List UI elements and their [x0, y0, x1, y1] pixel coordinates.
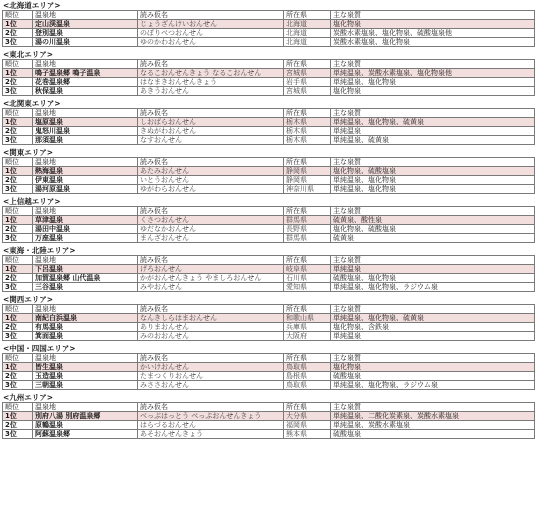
table-header-row [3, 207, 535, 216]
column-header-kana: 読み仮名 [138, 109, 284, 118]
cell-pref: 栃木県 [284, 118, 331, 127]
region-title: <東北エリア> [3, 50, 54, 59]
cell-kana: きぬがわおんせん [138, 127, 284, 136]
region-title: <北関東エリア> [3, 99, 61, 108]
region-section [2, 295, 536, 341]
region-title: <関東エリア> [3, 148, 54, 157]
cell-pref: 鳥取県 [284, 363, 331, 372]
cell-pref: 福岡県 [284, 421, 331, 430]
cell-name: 箕面温泉 [33, 332, 138, 341]
cell-pref: 岩手県 [284, 78, 331, 87]
column-header-spring: 主な泉質 [331, 305, 535, 314]
cell-spring: 塩化物泉、含鉄泉 [331, 323, 535, 332]
region-section [2, 99, 536, 145]
column-header-kana: 読み仮名 [138, 158, 284, 167]
column-header-name: 温泉地 [33, 403, 138, 412]
cell-rank: 2位 [3, 176, 33, 185]
region-section [2, 197, 536, 243]
column-header-pref: 所在県 [284, 207, 331, 216]
cell-name: 伊東温泉 [33, 176, 138, 185]
column-header-kana: 読み仮名 [138, 256, 284, 265]
cell-spring: 硫黄泉、酸性泉 [331, 216, 535, 225]
table-header-row [3, 158, 535, 167]
cell-spring: 単純温泉、炭酸水素塩泉 [331, 421, 535, 430]
cell-name: 南紀白浜温泉 [33, 314, 138, 323]
cell-kana: あそおんせんきょう [138, 430, 284, 439]
cell-kana: のぼりべつおんせん [138, 29, 284, 38]
ranking-table [2, 353, 535, 390]
cell-rank: 2位 [3, 421, 33, 430]
cell-pref: 和歌山県 [284, 314, 331, 323]
column-header-rank: 順位 [3, 403, 33, 412]
table-row [3, 412, 535, 421]
column-header-pref: 所在県 [284, 11, 331, 20]
cell-name: 湯田中温泉 [33, 225, 138, 234]
column-header-spring: 主な泉質 [331, 403, 535, 412]
cell-kana: しおばらおんせん [138, 118, 284, 127]
cell-spring: 塩化物泉、硫酸塩泉 [331, 167, 535, 176]
column-header-kana: 読み仮名 [138, 207, 284, 216]
column-header-spring: 主な泉質 [331, 207, 535, 216]
region-section [2, 50, 536, 96]
column-header-rank: 順位 [3, 354, 33, 363]
cell-kana: たまつくりおんせん [138, 372, 284, 381]
cell-name: 登別温泉 [33, 29, 138, 38]
table-row [3, 78, 535, 87]
cell-pref: 鳥取県 [284, 381, 331, 390]
cell-kana: みのおおんせん [138, 332, 284, 341]
cell-rank: 2位 [3, 78, 33, 87]
cell-kana: ゆがわらおんせん [138, 185, 284, 194]
table-row [3, 225, 535, 234]
cell-pref: 熊本県 [284, 430, 331, 439]
column-header-name: 温泉地 [33, 354, 138, 363]
cell-kana: ゆだなかおんせん [138, 225, 284, 234]
cell-pref: 宮城県 [284, 69, 331, 78]
table-row [3, 323, 535, 332]
cell-pref: 愛知県 [284, 283, 331, 292]
column-header-pref: 所在県 [284, 109, 331, 118]
column-header-rank: 順位 [3, 109, 33, 118]
table-row [3, 381, 535, 390]
region-section [2, 1, 536, 47]
cell-pref: 長野県 [284, 225, 331, 234]
column-header-kana: 読み仮名 [138, 60, 284, 69]
column-header-name: 温泉地 [33, 11, 138, 20]
cell-spring: 硫酸塩泉、塩化物泉 [331, 274, 535, 283]
column-header-rank: 順位 [3, 256, 33, 265]
column-header-pref: 所在県 [284, 403, 331, 412]
table-row [3, 265, 535, 274]
cell-name: 鬼怒川温泉 [33, 127, 138, 136]
ranking-table [2, 59, 535, 96]
column-header-rank: 順位 [3, 305, 33, 314]
region-title: <九州エリア> [3, 393, 54, 402]
cell-pref: 岐阜県 [284, 265, 331, 274]
column-header-rank: 順位 [3, 158, 33, 167]
cell-rank: 2位 [3, 225, 33, 234]
table-row [3, 234, 535, 243]
region-section [2, 344, 536, 390]
table-header-row [3, 60, 535, 69]
cell-rank: 1位 [3, 118, 33, 127]
cell-pref: 静岡県 [284, 167, 331, 176]
cell-kana: くさつおんせん [138, 216, 284, 225]
cell-spring: 硫黄泉 [331, 234, 535, 243]
cell-rank: 1位 [3, 314, 33, 323]
cell-kana: なるこおんせんきょう なるこおんせん [138, 69, 284, 78]
cell-kana: なすおんせん [138, 136, 284, 145]
column-header-kana: 読み仮名 [138, 403, 284, 412]
table-header-row [3, 256, 535, 265]
cell-rank: 2位 [3, 274, 33, 283]
column-header-pref: 所在県 [284, 305, 331, 314]
cell-rank: 1位 [3, 216, 33, 225]
cell-name: 有馬温泉 [33, 323, 138, 332]
cell-spring: 炭酸水素塩泉、塩化物泉 [331, 38, 535, 47]
table-row [3, 372, 535, 381]
table-header-row [3, 354, 535, 363]
cell-pref: 北海道 [284, 29, 331, 38]
cell-name: 原鶴温泉 [33, 421, 138, 430]
cell-name: 鳴子温泉郷 鳴子温泉 [33, 69, 138, 78]
cell-spring: 硫酸塩泉 [331, 430, 535, 439]
region-section [2, 148, 536, 194]
cell-pref: 栃木県 [284, 136, 331, 145]
region-title: <中国・四国エリア> [3, 344, 76, 353]
region-section [2, 393, 536, 439]
table-header-row [3, 11, 535, 20]
column-header-spring: 主な泉質 [331, 109, 535, 118]
cell-name: 熱海温泉 [33, 167, 138, 176]
cell-spring: 単純温泉 [331, 265, 535, 274]
cell-kana: なんきしらはまおんせん [138, 314, 284, 323]
cell-kana: あたみおんせん [138, 167, 284, 176]
table-row [3, 283, 535, 292]
cell-name: 那須温泉 [33, 136, 138, 145]
table-row [3, 167, 535, 176]
cell-spring: 塩化物泉 [331, 20, 535, 29]
ranking-table [2, 304, 535, 341]
cell-name: 玉造温泉 [33, 372, 138, 381]
cell-name: 草津温泉 [33, 216, 138, 225]
table-row [3, 363, 535, 372]
table-row [3, 127, 535, 136]
cell-pref: 群馬県 [284, 234, 331, 243]
column-header-pref: 所在県 [284, 60, 331, 69]
cell-spring: 炭酸水素塩泉、塩化物泉、硫酸塩泉他 [331, 29, 535, 38]
cell-rank: 2位 [3, 127, 33, 136]
column-header-kana: 読み仮名 [138, 305, 284, 314]
cell-name: 三朝温泉 [33, 381, 138, 390]
column-header-pref: 所在県 [284, 256, 331, 265]
cell-rank: 1位 [3, 167, 33, 176]
cell-pref: 兵庫県 [284, 323, 331, 332]
cell-pref: 栃木県 [284, 127, 331, 136]
table-row [3, 421, 535, 430]
cell-kana: かがおんせんきょう やましろおんせん [138, 274, 284, 283]
table-header-row [3, 403, 535, 412]
cell-kana: みささおんせん [138, 381, 284, 390]
ranking-table [2, 255, 535, 292]
column-header-rank: 順位 [3, 11, 33, 20]
table-row [3, 430, 535, 439]
cell-kana: ゆのかわおんせん [138, 38, 284, 47]
cell-pref: 宮城県 [284, 87, 331, 96]
cell-spring: 単純温泉、塩化物泉、ラジウム泉 [331, 381, 535, 390]
table-row [3, 274, 535, 283]
cell-rank: 3位 [3, 87, 33, 96]
cell-spring: 単純温泉、塩化物泉、硫黄泉 [331, 314, 535, 323]
cell-rank: 2位 [3, 323, 33, 332]
cell-name: 秋保温泉 [33, 87, 138, 96]
cell-pref: 群馬県 [284, 216, 331, 225]
cell-spring: 単純温泉、塩化物泉、ラジウム泉 [331, 283, 535, 292]
cell-rank: 3位 [3, 38, 33, 47]
cell-name: 塩原温泉 [33, 118, 138, 127]
cell-kana: はなまきおんせんきょう [138, 78, 284, 87]
cell-name: 下呂温泉 [33, 265, 138, 274]
column-header-spring: 主な泉質 [331, 354, 535, 363]
table-row [3, 118, 535, 127]
cell-spring: 単純温泉、硫黄泉 [331, 136, 535, 145]
column-header-rank: 順位 [3, 207, 33, 216]
cell-rank: 3位 [3, 430, 33, 439]
cell-name: 阿蘇温泉郷 [33, 430, 138, 439]
table-row [3, 332, 535, 341]
cell-spring: 単純温泉、塩化物泉 [331, 176, 535, 185]
cell-spring: 塩化物泉 [331, 87, 535, 96]
region-title: <東海・北陸エリア> [3, 246, 76, 255]
cell-pref: 静岡県 [284, 176, 331, 185]
table-row [3, 314, 535, 323]
cell-rank: 3位 [3, 136, 33, 145]
ranking-table [2, 206, 535, 243]
cell-kana: げろおんせん [138, 265, 284, 274]
column-header-kana: 読み仮名 [138, 354, 284, 363]
region-title: <関西エリア> [3, 295, 54, 304]
cell-rank: 3位 [3, 332, 33, 341]
cell-spring: 塩化物泉、硫酸塩泉 [331, 225, 535, 234]
cell-spring: 塩化物泉 [331, 363, 535, 372]
cell-rank: 3位 [3, 283, 33, 292]
cell-rank: 1位 [3, 20, 33, 29]
cell-spring: 単純温泉、塩化物泉、硫黄泉 [331, 118, 535, 127]
cell-kana: あきうおんせん [138, 87, 284, 96]
table-row [3, 20, 535, 29]
cell-rank: 1位 [3, 265, 33, 274]
column-header-spring: 主な泉質 [331, 60, 535, 69]
cell-pref: 石川県 [284, 274, 331, 283]
cell-rank: 1位 [3, 363, 33, 372]
cell-kana: はらづるおんせん [138, 421, 284, 430]
table-header-row [3, 109, 535, 118]
ranking-table [2, 10, 535, 47]
column-header-name: 温泉地 [33, 60, 138, 69]
cell-name: 花巻温泉郷 [33, 78, 138, 87]
cell-spring: 単純温泉、二酸化炭素泉、炭酸水素塩泉 [331, 412, 535, 421]
cell-kana: べっぷはっとう べっぷおんせんきょう [138, 412, 284, 421]
cell-kana: まんざおんせん [138, 234, 284, 243]
cell-name: 万座温泉 [33, 234, 138, 243]
cell-pref: 神奈川県 [284, 185, 331, 194]
cell-rank: 2位 [3, 29, 33, 38]
region-title: <上信越エリア> [3, 197, 61, 206]
column-header-name: 温泉地 [33, 158, 138, 167]
cell-rank: 1位 [3, 69, 33, 78]
ranking-table [2, 157, 535, 194]
column-header-name: 温泉地 [33, 256, 138, 265]
column-header-name: 温泉地 [33, 305, 138, 314]
column-header-spring: 主な泉質 [331, 11, 535, 20]
ranking-table [2, 402, 535, 439]
column-header-spring: 主な泉質 [331, 256, 535, 265]
table-row [3, 29, 535, 38]
cell-kana: じょうざんけいおんせん [138, 20, 284, 29]
cell-pref: 北海道 [284, 38, 331, 47]
column-header-pref: 所在県 [284, 158, 331, 167]
cell-name: 湯河原温泉 [33, 185, 138, 194]
column-header-name: 温泉地 [33, 207, 138, 216]
cell-kana: みやおんせん [138, 283, 284, 292]
cell-rank: 2位 [3, 372, 33, 381]
cell-rank: 1位 [3, 412, 33, 421]
table-row [3, 216, 535, 225]
cell-spring: 単純温泉、塩化物泉 [331, 78, 535, 87]
cell-kana: ありまおんせん [138, 323, 284, 332]
cell-spring: 単純温泉 [331, 332, 535, 341]
cell-name: 湯の川温泉 [33, 38, 138, 47]
column-header-spring: 主な泉質 [331, 158, 535, 167]
column-header-rank: 順位 [3, 60, 33, 69]
column-header-kana: 読み仮名 [138, 11, 284, 20]
cell-spring: 単純温泉、炭酸水素塩泉、塩化物泉他 [331, 69, 535, 78]
cell-name: 定山渓温泉 [33, 20, 138, 29]
cell-pref: 島根県 [284, 372, 331, 381]
region-section [2, 246, 536, 292]
table-row [3, 185, 535, 194]
cell-name: 別府八湯 別府温泉郷 [33, 412, 138, 421]
cell-rank: 3位 [3, 185, 33, 194]
cell-name: 皆生温泉 [33, 363, 138, 372]
cell-rank: 3位 [3, 381, 33, 390]
table-row [3, 176, 535, 185]
table-row [3, 69, 535, 78]
cell-rank: 3位 [3, 234, 33, 243]
cell-spring: 単純温泉 [331, 127, 535, 136]
cell-name: 三谷温泉 [33, 283, 138, 292]
table-row [3, 87, 535, 96]
column-header-name: 温泉地 [33, 109, 138, 118]
ranking-table [2, 108, 535, 145]
cell-spring: 単純温泉、塩化物泉 [331, 185, 535, 194]
table-row [3, 136, 535, 145]
cell-kana: かいけおんせん [138, 363, 284, 372]
cell-pref: 北海道 [284, 20, 331, 29]
cell-kana: いとうおんせん [138, 176, 284, 185]
region-title: <北海道エリア> [3, 1, 61, 10]
cell-pref: 大阪府 [284, 332, 331, 341]
cell-spring: 硫酸塩泉 [331, 372, 535, 381]
cell-name: 加賀温泉郷 山代温泉 [33, 274, 138, 283]
table-row [3, 38, 535, 47]
column-header-pref: 所在県 [284, 354, 331, 363]
cell-pref: 大分県 [284, 412, 331, 421]
table-header-row [3, 305, 535, 314]
